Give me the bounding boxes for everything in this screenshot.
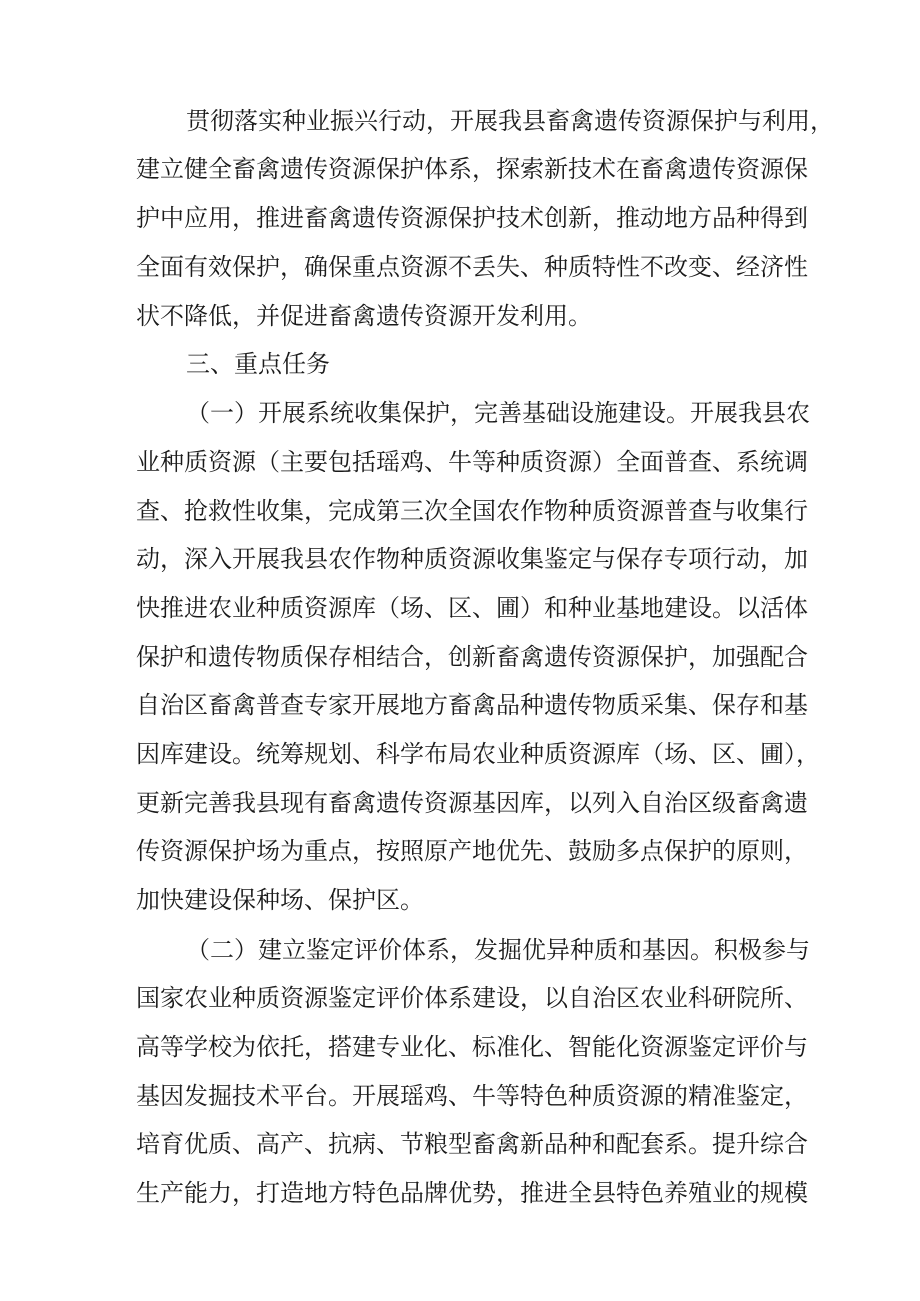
- text-line: 保护和遗传物质保存相结合，创新畜禽遗传资源保护，加强配合: [136, 643, 808, 671]
- text-line: 生产能力，打造地方特色品牌优势，推进全县特色养殖业的规模: [136, 1179, 808, 1207]
- text-line: 快推进农业种质资源库（场、区、圃）和种业基地建设。以活体: [136, 594, 808, 622]
- text-line: 查、抢救性收集，完成第三次全国农作物种质资源普查与收集行: [136, 497, 808, 525]
- text-line: （一）开展系统收集保护，完善基础设施建设。开展我县农: [186, 399, 810, 427]
- text-line: 业种质资源（主要包括瑶鸡、牛等种质资源）全面普查、系统调: [136, 448, 808, 476]
- text-line: 培育优质、高产、抗病、节粮型畜禽新品种和配套系。提升综合: [136, 1130, 808, 1158]
- text-line: 国家农业种质资源鉴定评价体系建设，以自治区农业科研院所、: [136, 984, 808, 1012]
- text-line: 建立健全畜禽遗传资源保护体系，探索新技术在畜禽遗传资源保: [136, 155, 808, 183]
- section-heading: 三、重点任务: [186, 350, 330, 378]
- text-line: 动，深入开展我县农作物种质资源收集鉴定与保存专项行动，加: [136, 545, 808, 573]
- text-line: 全面有效保护，确保重点资源不丢失、种质特性不改变、经济性: [136, 253, 808, 281]
- text-line: 因库建设。统筹规划、科学布局农业种质资源库（场、区、圃），: [136, 740, 820, 768]
- text-line: 状不降低，并促进畜禽遗传资源开发利用。: [136, 302, 592, 330]
- text-line: 加快建设保种场、保护区。: [136, 886, 424, 914]
- text-line: 高等学校为依托，搭建专业化、标准化、智能化资源鉴定评价与: [136, 1033, 808, 1061]
- text-line: 传资源保护场为重点，按照原产地优先、鼓励多点保护的原则，: [136, 837, 808, 865]
- text-line: 更新完善我县现有畜禽遗传资源基因库，以列入自治区级畜禽遗: [136, 789, 808, 817]
- text-line: 护中应用，推进畜禽遗传资源保护技术创新，推动地方品种得到: [136, 204, 808, 232]
- text-line: 贯彻落实种业振兴行动，开展我县畜禽遗传资源保护与利用，: [186, 107, 834, 135]
- text-line: 自治区畜禽普查专家开展地方畜禽品种遗传物质采集、保存和基: [136, 691, 808, 719]
- text-line: （二）建立鉴定评价体系，发掘优异种质和基因。积极参与: [186, 936, 810, 964]
- text-line: 基因发掘技术平台。开展瑶鸡、牛等特色种质资源的精准鉴定，: [136, 1082, 808, 1110]
